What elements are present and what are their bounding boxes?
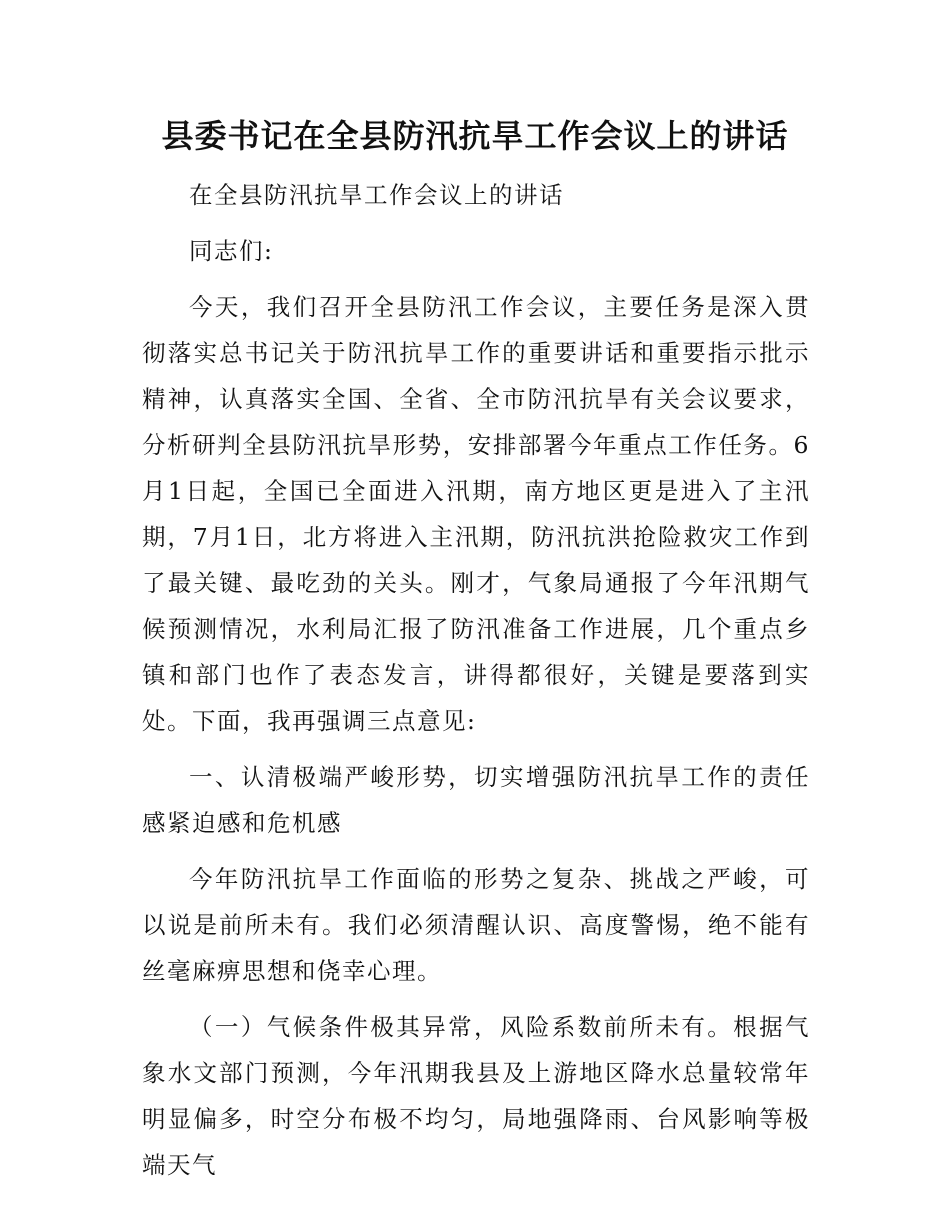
document-title: 县委书记在全县防汛抗旱工作会议上的讲话 (161, 117, 789, 155)
subtitle-paragraph: 在全县防汛抗旱工作会议上的讲话 (189, 181, 564, 209)
section-heading-1: 一、认清极端严峻形势，切实增强防汛抗旱工作的责任感紧迫感和危机感 (142, 763, 810, 837)
section-1-paragraph: 今年防汛抗旱工作面临的形势之复杂、挑战之严峻，可以说是前所未有。我们必须清醒认识、高度警惕，绝不能有丝毫麻痹思想和侥幸心理。 (142, 865, 810, 985)
intro-paragraph: 今天，我们召开全县防汛工作会议，主要任务是深入贯彻落实总书记关于防汛抗旱工作的重要讲话和重要指示批示精神，认真落实全国、全省、全市防汛抗旱有关会议要求，分析研判全县防汛抗旱形势，安排部署今年重点工作任务。6月1日起，全国已全面进入汛期，南方地区更是进入了主汛期，7月1日，北方将进入主汛期，防汛抗洪抢险救灾工作到了最关键、最吃劲的关头。刚才，气象局通报了今年汛期气候预测情况，水利局汇报了防汛准备工作进展，几个重点乡镇和部门也作了表态发言，讲得都很好，关键是要落到实处。下面，我再强调三点意见: (142, 293, 810, 735)
document-body (142, 172, 810, 1198)
subsection-1-paragraph: （一）气候条件极其异常，风险系数前所未有。根据气象水文部门预测，今年汛期我县及上游地区降水总量较常年明显偏多，时空分布极不均匀，局地强降雨、台风影响等极端天气 (142, 1013, 810, 1179)
salutation-paragraph: 同志们: (189, 237, 274, 265)
